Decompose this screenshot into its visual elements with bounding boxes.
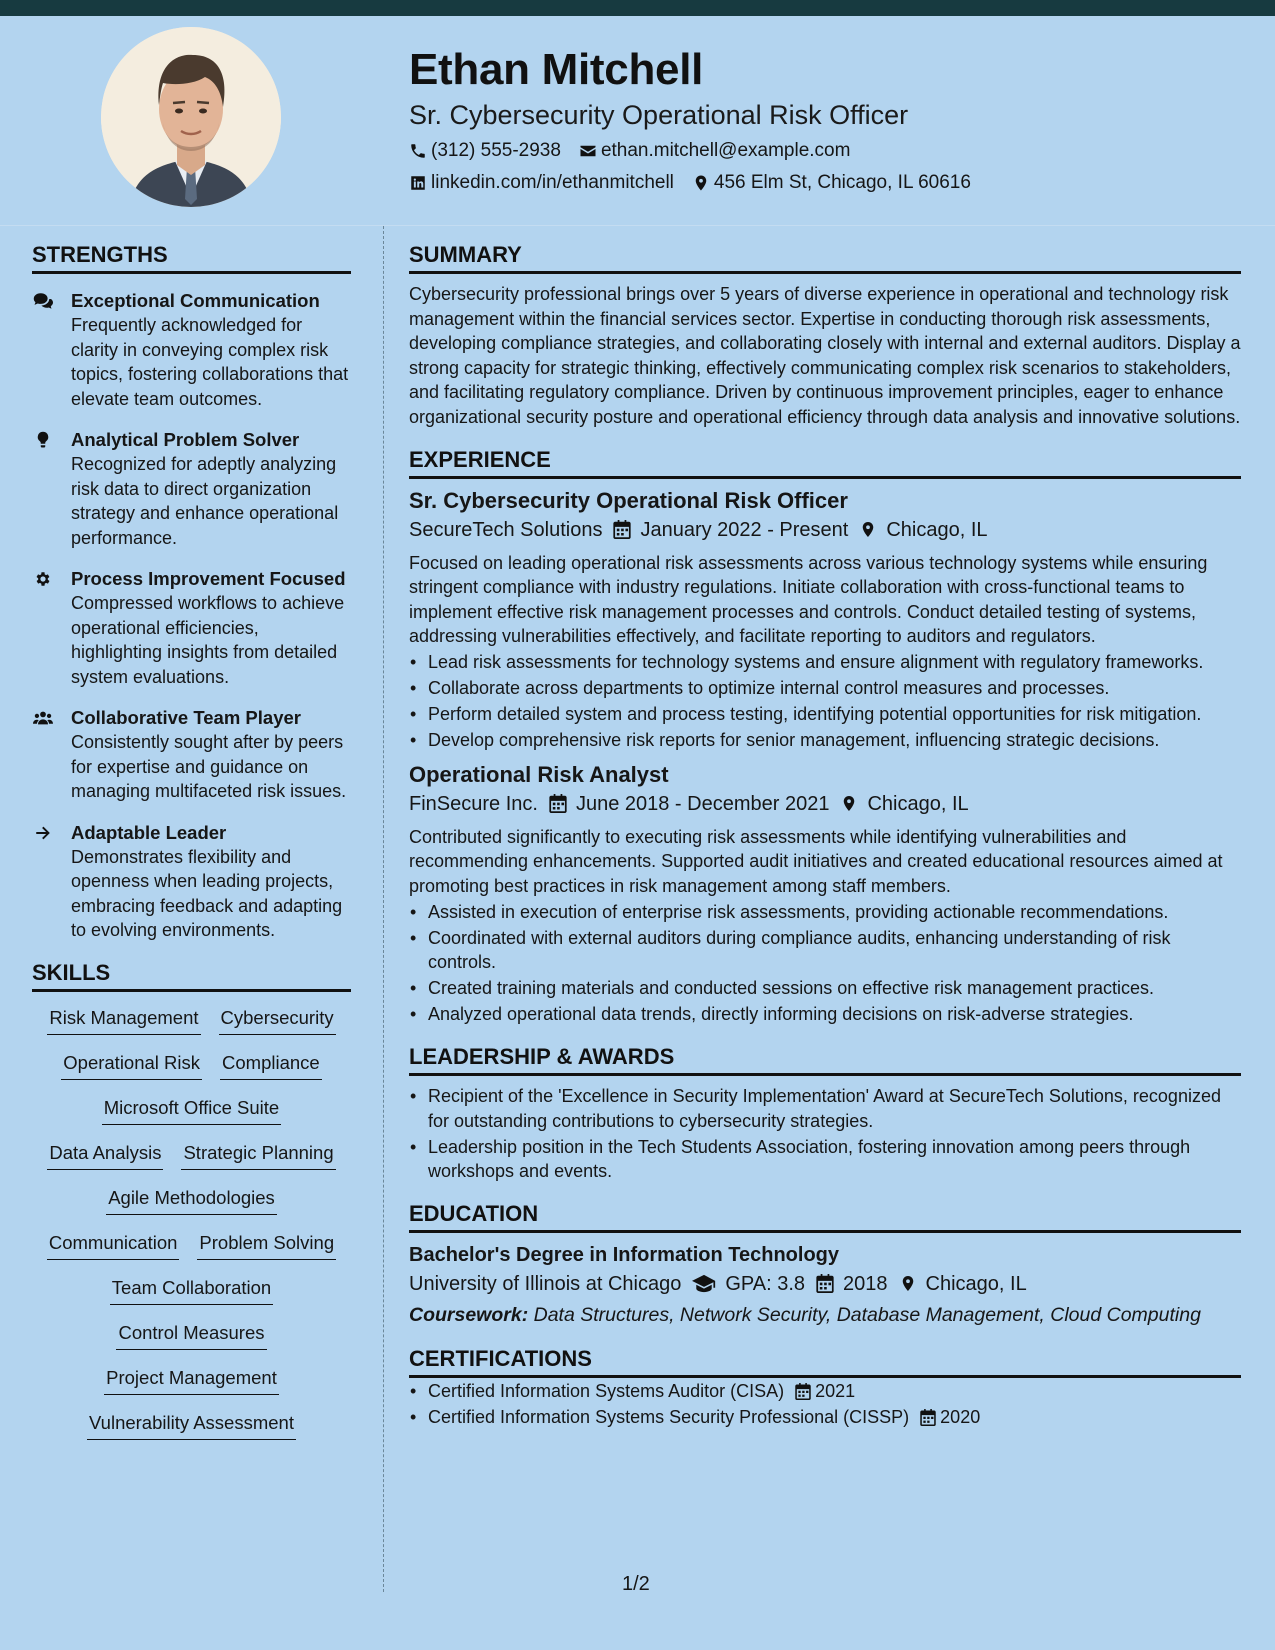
linkedin-contact[interactable]	[409, 170, 674, 196]
strength-title: Adaptable Leader	[71, 821, 227, 843]
list-item: • Assisted in execution of enterprise risk assessments, providing actionable recommendations.	[409, 900, 1241, 925]
graduation-year: 2018	[843, 1272, 888, 1295]
skill-row	[102, 1096, 281, 1141]
calendar-icon	[795, 1383, 811, 1400]
education-section	[409, 1200, 1241, 1329]
strength-title: Process Improvement Focused	[71, 568, 346, 589]
right-column	[409, 241, 1241, 1431]
calendar-icon	[549, 794, 567, 813]
skills-title: SKILLS	[32, 959, 351, 992]
list-item: • Leadership position in the Tech Students Association, fostering innovation among peers through workshops and events.	[409, 1135, 1241, 1184]
skill-tag: Communication	[47, 1231, 180, 1260]
job-meta	[409, 515, 1241, 545]
strength-desc: Recognized for adeptly analyzing risk data to direct organization strategy and enhance operational performance.	[71, 454, 339, 548]
leadership-title: LEADERSHIP & AWARDS	[409, 1043, 1241, 1076]
job-company: SecureTech Solutions	[409, 518, 603, 541]
calendar-icon	[920, 1409, 936, 1426]
job-dates: June 2018 - December 2021	[575, 792, 830, 815]
column-divider	[383, 226, 384, 1592]
header	[409, 42, 1249, 196]
leadership-section	[409, 1043, 1241, 1184]
calendar-icon	[613, 520, 631, 539]
phone-text: (312) 555-2938	[431, 140, 561, 161]
leadership-list	[409, 1084, 1241, 1184]
coursework-text: Data Structures, Network Security, Database Management, Cloud Computing	[533, 1303, 1201, 1326]
coursework	[409, 1301, 1241, 1329]
skill-tag: Compliance	[220, 1051, 322, 1080]
list-item: • Develop comprehensive risk reports for senior management, influencing strategic decisions.	[409, 728, 1241, 753]
users-icon	[33, 709, 53, 727]
list-item	[409, 1379, 1241, 1404]
graduation-cap-icon	[692, 1274, 716, 1293]
skill-tag: Project Management	[104, 1366, 279, 1395]
email-contact[interactable]	[579, 138, 851, 164]
address-contact	[692, 170, 971, 196]
strength-desc: Frequently acknowledged for clarity in conveying complex risk topics, fostering collaborations that elevate team outcomes.	[71, 315, 349, 409]
job-title: Sr. Cybersecurity Operational Risk Officer	[409, 487, 848, 513]
skill-tag: Operational Risk	[61, 1051, 202, 1080]
skill-tag: Cybersecurity	[219, 1006, 336, 1035]
list-item: • Created training materials and conducted sessions on effective risk management practices.	[409, 976, 1241, 1001]
strength-item	[32, 705, 351, 804]
skill-row	[106, 1186, 277, 1231]
email-text: ethan.mitchell@example.com	[600, 140, 851, 161]
skill-tag: Control Measures	[116, 1321, 266, 1350]
candidate-name: Ethan Mitchell	[409, 45, 704, 94]
skill-row	[87, 1411, 296, 1456]
contact-row-2	[409, 170, 1249, 196]
skills-list	[32, 1006, 351, 1456]
education-location: Chicago, IL	[925, 1272, 1027, 1295]
job-entry	[409, 487, 1241, 753]
gpa: GPA: 3.8	[725, 1272, 806, 1295]
job-entry	[409, 761, 1241, 1027]
list-item: • Collaborate across departments to optimize internal control measures and processes.	[409, 676, 1241, 701]
skill-tag: Vulnerability Assessment	[87, 1411, 296, 1440]
skill-tag: Data Analysis	[47, 1141, 163, 1170]
summary-title: SUMMARY	[409, 241, 1241, 274]
skill-tag: Agile Methodologies	[106, 1186, 277, 1215]
cert-year: 2020	[940, 1407, 981, 1428]
summary-section	[409, 241, 1241, 430]
skill-row	[47, 1006, 335, 1051]
skill-row	[61, 1051, 321, 1096]
list-item: • Recipient of the 'Excellence in Security Implementation' Award at SecureTech Solutions, recognized for outstanding contributions to cybersecurity strategies.	[409, 1084, 1241, 1133]
linkedin-icon	[409, 174, 427, 192]
map-pin-icon	[899, 1274, 917, 1293]
phone-icon	[409, 142, 427, 160]
education-meta	[409, 1269, 1241, 1299]
strength-item	[32, 566, 351, 689]
gear-icon	[33, 570, 53, 588]
envelope-icon	[579, 142, 597, 160]
map-pin-icon	[692, 174, 710, 192]
skill-row	[116, 1321, 266, 1366]
list-item: • Coordinated with external auditors during compliance audits, enhancing understanding of risk controls.	[409, 926, 1241, 975]
job-description: Focused on leading operational risk assessments across various technology systems while ensuring stringent compliance with industry regulations. Initiate collaboration with cross-functional teams to implement effective risk management processes and controls. Conduct detailed testing of systems, addressing vulnerabilities effectively, and facilitate reporting to auditors and regulators.	[409, 552, 1208, 647]
skill-row	[110, 1276, 273, 1321]
calendar-icon	[816, 1274, 834, 1293]
list-item: • Lead risk assessments for technology systems and ensure alignment with regulatory frameworks.	[409, 650, 1241, 675]
certifications-section	[409, 1345, 1241, 1430]
strength-desc: Demonstrates flexibility and openness when leading projects, embracing feedback and adapting to evolving environments.	[71, 846, 343, 940]
comments-icon	[33, 292, 53, 310]
strength-title: Exceptional Communication	[71, 290, 320, 311]
job-location: Chicago, IL	[886, 518, 988, 541]
skill-tag: Risk Management	[47, 1006, 200, 1035]
degree: Bachelor's Degree in Information Technology	[409, 1243, 840, 1266]
cert-year: 2021	[815, 1380, 856, 1401]
job-dates: January 2022 - Present	[640, 518, 849, 541]
skill-row	[104, 1366, 279, 1411]
top-accent-bar	[0, 0, 1275, 16]
job-bullets	[409, 900, 1241, 1027]
job-company: FinSecure Inc.	[409, 792, 538, 815]
list-item: • Analyzed operational data trends, directly informing decisions on risk-adverse strategies.	[409, 1002, 1241, 1027]
header-divider	[0, 225, 1275, 226]
strength-item	[32, 820, 351, 943]
experience-section	[409, 446, 1241, 1028]
cert-name: • Certified Information Systems Security Professional (CISSP)	[428, 1407, 910, 1428]
strength-desc: Consistently sought after by peers for expertise and guidance on managing multifaceted risk issues.	[71, 732, 347, 801]
candidate-role: Sr. Cybersecurity Operational Risk Officer	[409, 100, 909, 130]
job-bullets	[409, 650, 1241, 753]
strength-item	[32, 427, 351, 550]
map-pin-icon	[859, 520, 877, 539]
experience-title: EXPERIENCE	[409, 446, 1241, 479]
education-title: EDUCATION	[409, 1200, 1241, 1233]
job-description: Contributed significantly to executing risk assessments while identifying vulnerabilities and recommending enhancements. Supported audit initiatives and created educational resources aimed at promoting best practices in risk management among staff members.	[409, 826, 1223, 896]
list-item	[409, 1405, 1241, 1430]
strength-desc: Compressed workflows to achieve operational efficiencies, highlighting insights from detailed system evaluations.	[71, 593, 345, 687]
strength-item	[32, 288, 351, 411]
school: University of Illinois at Chicago	[409, 1272, 682, 1295]
skill-tag: Strategic Planning	[181, 1141, 335, 1170]
job-location: Chicago, IL	[867, 792, 969, 815]
page-number: 1/2	[622, 1573, 650, 1595]
linkedin-text: linkedin.com/in/ethanmitchell	[431, 172, 674, 193]
strengths-list	[32, 288, 351, 943]
skills-section	[32, 959, 351, 1456]
certifications-list	[409, 1379, 1241, 1430]
list-item: • Perform detailed system and process testing, identifying potential opportunities for risk mitigation.	[409, 702, 1241, 727]
lightbulb-icon	[33, 431, 53, 449]
job-title: Operational Risk Analyst	[409, 761, 669, 787]
address-text: 456 Elm St, Chicago, IL 60616	[713, 172, 971, 193]
strength-title: Analytical Problem Solver	[71, 429, 300, 450]
map-pin-icon	[840, 794, 858, 813]
strength-title: Collaborative Team Player	[71, 707, 301, 728]
strengths-title: STRENGTHS	[32, 241, 351, 274]
arrow-right-icon	[33, 824, 53, 842]
left-column	[32, 241, 351, 1456]
certifications-title: CERTIFICATIONS	[409, 1345, 1241, 1378]
summary-text: Cybersecurity professional brings over 5 years of diverse experience in operational and technology risk management within the financial services sector. Expertise in conducting thorough risk assessments, developing compliance strategies, and collaborating closely with internal and external auditors. Display a strong capacity for strategic thinking, effectively communicating complex risk scenarios to stakeholders, and facilitating regulatory compliance. Driven by continuous improvement principles, eager to enhance organizational security posture and operational efficiency through data analysis and innovative solutions.	[409, 284, 1241, 427]
profile-photo	[101, 27, 281, 207]
coursework-label: Coursework:	[409, 1303, 529, 1326]
skill-tag: Problem Solving	[197, 1231, 336, 1260]
cert-name: • Certified Information Systems Auditor (CISA)	[428, 1380, 785, 1401]
phone-contact[interactable]	[409, 138, 561, 164]
skill-tag: Team Collaboration	[110, 1276, 273, 1305]
skill-tag: Microsoft Office Suite	[102, 1096, 281, 1125]
skill-row	[47, 1141, 335, 1186]
contact-row-1	[409, 138, 1249, 164]
skill-row	[47, 1231, 336, 1276]
job-meta	[409, 789, 1241, 819]
